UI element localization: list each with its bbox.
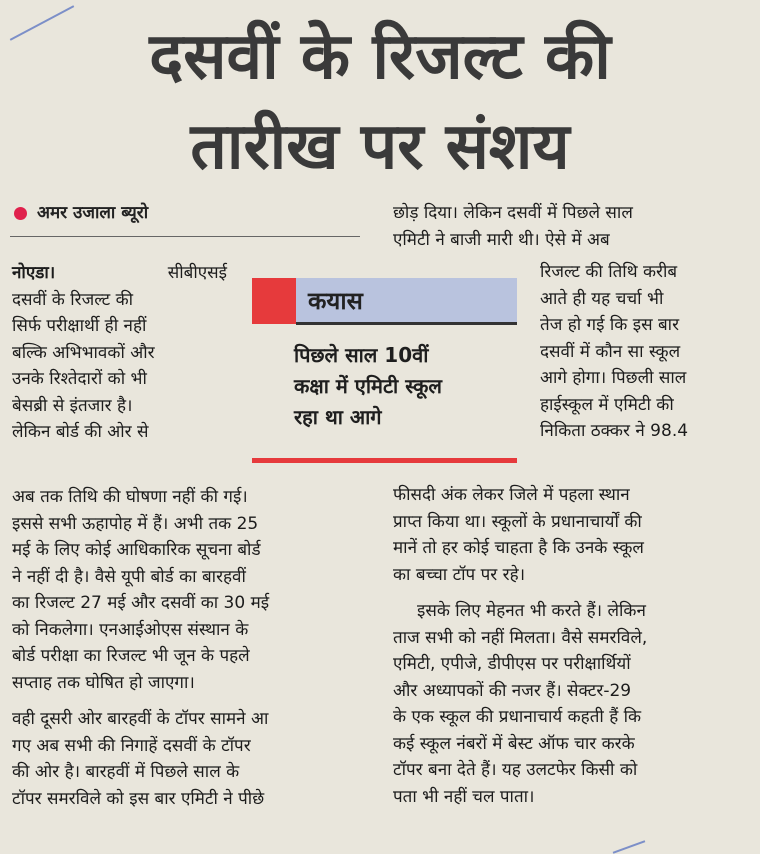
left-wide-line: का रिजल्ट 27 मई और दसवीं का 30 मई <box>12 593 270 613</box>
pull-quote-rule <box>296 322 517 325</box>
right-wide-line: प्राप्त किया था। स्कूलों के प्रधानाचार्यों की <box>393 511 642 532</box>
left-narrow-line: सिर्फ परीक्षार्थी ही नहीं <box>12 316 147 336</box>
left-wide-line: मई के लिए कोई आधिकारिक सूचना बोर्ड <box>12 540 261 560</box>
right-para2-line: कई स्कूल नंबरों में बेस्ट ऑफ चार करके <box>393 733 635 754</box>
headline-line-2: तारीख पर संशय <box>190 110 570 184</box>
headline-line-1: दसवीं के रिजल्ट की <box>149 20 611 94</box>
right-para2-line: पता भी नहीं चल पाता। <box>393 786 535 807</box>
byline-rule <box>10 236 360 237</box>
right-narrow-line: आगे होगा। पिछली साल <box>540 368 687 388</box>
right-top-line: एमिटी ने बाजी मारी थी। ऐसे में अब <box>393 229 610 250</box>
left-first-line-rest: सीबीएसई <box>167 263 227 283</box>
pull-quote-text <box>294 340 514 433</box>
right-narrow-line: निकिता ठक्कर ने 98.4 <box>540 421 689 441</box>
pull-quote-label: कयास <box>308 287 363 315</box>
pull-quote-red-marker <box>252 278 296 324</box>
left-para2-line: की ओर है। बारहवीं में पिछले साल के <box>12 762 240 782</box>
left-narrow-line: उनके रिश्तेदारों को भी <box>12 369 147 389</box>
right-narrow-line: हाईस्कूल में एमिटी की <box>540 394 674 415</box>
left-para2-line: टॉपर समरविले को इस बार एमिटी ने पीछे <box>12 788 265 809</box>
pull-quote-box <box>252 274 517 466</box>
right-narrow-line: आते ही यह चर्चा भी <box>540 288 664 309</box>
right-para2-line: के एक स्कूल की प्रधानाचार्य कहती हैं कि <box>393 707 642 727</box>
pull-quote-bottom-bar <box>252 458 517 463</box>
left-narrow-line: लेकिन बोर्ड की ओर से <box>12 422 149 442</box>
byline-dot-icon <box>14 207 27 220</box>
byline-text: अमर उजाला ब्यूरो <box>37 203 149 223</box>
left-wide-line: सप्ताह तक घोषित हो जाएगा। <box>12 672 195 693</box>
byline <box>14 200 148 223</box>
left-wide-line: ने नहीं दी है। वैसे यूपी बोर्ड का बारहवीं <box>12 566 246 587</box>
right-top-line: छोड़ दिया। लेकिन दसवीं में पिछले साल <box>393 203 633 223</box>
left-narrow-line: दसवीं के रिजल्ट की <box>12 289 134 310</box>
right-wide-line: मानें तो हर कोई चाहता है कि उनके स्कूल <box>393 538 644 558</box>
right-para2-line: इसके लिए मेहनत भी करते हैं। लेकिन <box>417 601 646 621</box>
right-narrow-line: तेज हो गई कि इस बार <box>540 315 680 335</box>
right-narrow-line: रिजल्ट की तिथि करीब <box>540 262 678 282</box>
left-para2-line: वही दूसरी ओर बारहवीं के टॉपर सामने आ <box>12 709 269 729</box>
dateline: नोएडा। <box>12 263 56 283</box>
right-para2-line: और अध्यापकों की नजर हैं। सेक्टर-29 <box>393 680 632 701</box>
left-wide-line: बोर्ड परीक्षा का रिजल्ट भी जून के पहले <box>12 646 250 666</box>
left-para2-line: गए अब सभी की निगाहें दसवीं के टॉपर <box>12 735 251 756</box>
pull-quote-line: पिछले साल 10वीं <box>294 343 429 367</box>
right-para2-line: एमिटी, एपीजे, डीपीएस पर परीक्षार्थियों <box>393 654 631 674</box>
left-wide-line: को निकलेगा। एनआईओएस संस्थान के <box>12 619 249 640</box>
pen-stroke-bottom-right <box>613 840 646 854</box>
left-wide-line: अब तक तिथि की घोषणा नहीं की गई। <box>12 487 248 507</box>
pull-quote-line: कक्षा में एमिटी स्कूल <box>294 374 442 398</box>
left-narrow-line: बेसब्री से इंतजार है। <box>12 395 133 416</box>
left-narrow-line: बल्कि अभिभावकों और <box>12 342 155 363</box>
right-wide-line: का बच्चा टॉप पर रहे। <box>393 564 526 585</box>
pull-quote-line: रहा था आगे <box>294 405 382 429</box>
right-para2-line: ताज सभी को नहीं मिलता। वैसे समरविले, <box>393 627 648 648</box>
right-narrow-line: दसवीं में कौन सा स्कूल <box>540 341 681 362</box>
left-wide-line: इससे सभी ऊहापोह में हैं। अभी तक 25 <box>12 513 259 534</box>
right-wide-line: फीसदी अंक लेकर जिले में पहला स्थान <box>393 485 630 505</box>
right-para2-line: टॉपर बना देते हैं। यह उलटफेर किसी को <box>393 760 638 780</box>
left-first-line <box>12 260 227 287</box>
